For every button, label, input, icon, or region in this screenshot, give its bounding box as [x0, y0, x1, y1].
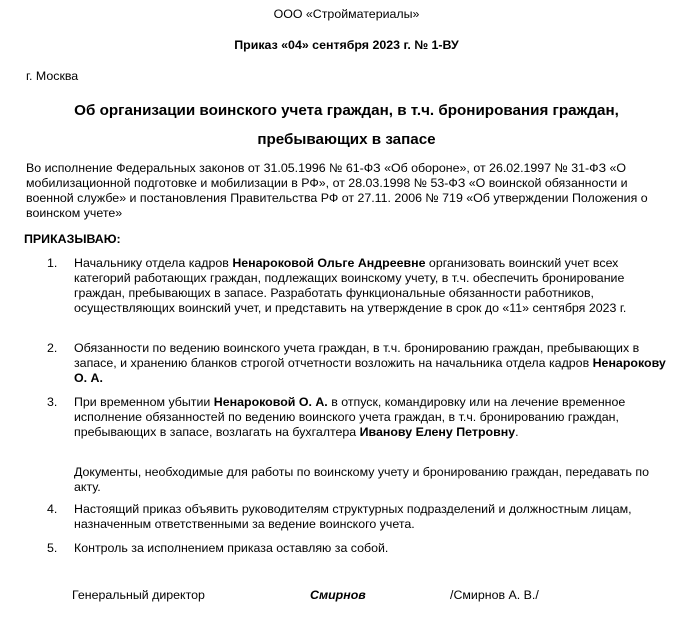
organization-name: ООО «Стройматериалы»	[273, 7, 420, 21]
item-number: 5.	[47, 541, 58, 555]
responsible-person: Ненароковой Ольге Андреевне	[232, 256, 426, 270]
title-line-1: Об организации воинского учета граждан, в т.ч. бронирования граждан,	[74, 102, 619, 119]
item-number: 2.	[47, 341, 58, 355]
item-text-part: Обязанности по ведению воинского учета граждан, в т.ч. бронированию граждан, пребывающих в запасе, и хранению бланков строгой отчетности возложить на начальника отдела кадров	[74, 341, 640, 370]
responsible-person: Ненароковой О. А.	[213, 395, 328, 409]
item-3-extra-paragraph: Документы, необходимые для работы по воинскому учету и бронированию граждан, передавать по акту.	[74, 465, 649, 494]
item-text	[74, 256, 674, 316]
item-text: Настоящий приказ объявить руководителям структурных подразделений и должностным лицам, назначенным ответственными за ведение воинского учета.	[74, 502, 632, 531]
item-text	[74, 395, 674, 440]
item-number: 4.	[47, 502, 58, 516]
order-number-line: Приказ «04» сентября 2023 г. № 1-ВУ	[234, 38, 459, 52]
item-text-part: .	[515, 425, 519, 439]
item-text-part: в отпуск, командировку или на лечение временное исполнение обязанностей по ведению воинского учета граждан, в т.ч. бронированию граждан, пребывающих в запасе, возлагать на бухгалтера	[74, 395, 626, 439]
title-line-2: пребывающих в запасе	[257, 131, 436, 148]
order-keyword: ПРИКАЗЫВАЮ:	[24, 232, 121, 246]
signatory-position: Генеральный директор	[72, 588, 205, 602]
item-text-part: При временном убытии	[74, 395, 214, 409]
item-text-part: организовать воинский учет всех категорий работающих граждан, подлежащих воинскому учету, в т.ч. обеспечить бронирование граждан, пребывающих в запасе. Разработать функциональные обязанности работников, осуществляющих воинский учет, и представить на утверждение в срок до «11» сентября 2023 г.	[74, 256, 627, 315]
item-number: 3.	[47, 395, 58, 409]
signature-decoded: /Смирнов А. В./	[450, 588, 539, 602]
city: г. Москва	[26, 69, 79, 83]
document-title	[0, 96, 693, 154]
responsible-person: Ненарокову О. А.	[74, 356, 666, 385]
item-number: 1.	[47, 256, 58, 270]
item-text-part: Начальнику отдела кадров	[74, 256, 233, 270]
signature: Смирнов	[310, 588, 366, 602]
item-text: Контроль за исполнением приказа оставляю за собой.	[74, 541, 389, 555]
item-text	[74, 341, 674, 386]
preamble: Во исполнение Федеральных законов от 31.05.1996 № 61-ФЗ «Об обороне», от 26.02.1997 № 31-ФЗ «О мобилизационной подготовке и мобилизации в РФ», от 28.03.1998 № 53-ФЗ «О воинской обязанности и военной службе» и постановления Правительства РФ от 27.11. 2006 № 719 «Об утверждении Положения о воинском учете»	[26, 161, 648, 220]
substitute-person: Иванову Елену Петровну	[359, 425, 516, 439]
